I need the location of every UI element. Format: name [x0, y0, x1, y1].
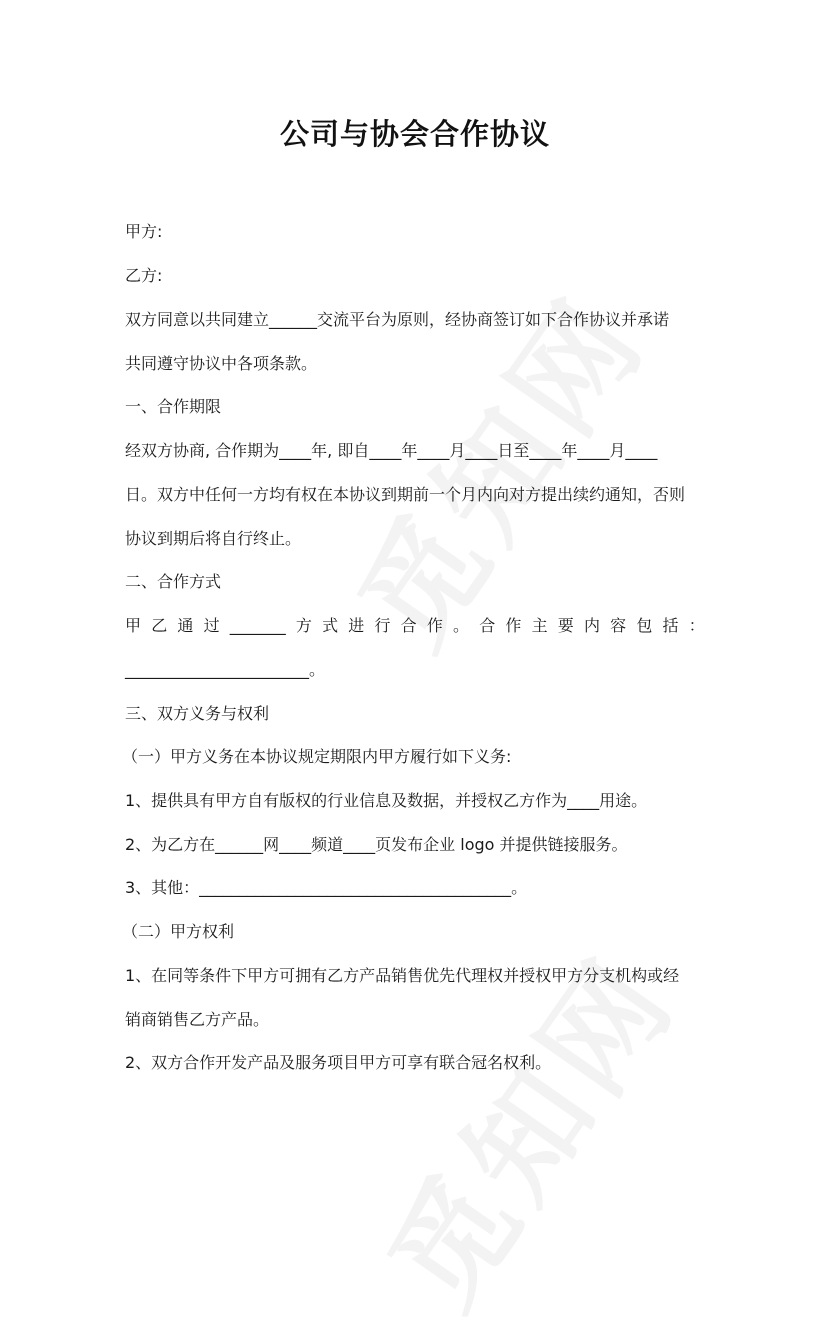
section-heading: 一、合作期限 — [125, 397, 222, 416]
list-item: 1、在同等条件下甲方可拥有乙方产品销售优先代理权并授权甲方分支机构或经 — [125, 966, 680, 985]
text-token: 括 — [662, 616, 679, 635]
text-token: 行 — [374, 616, 391, 635]
text-token: 作 — [426, 616, 443, 635]
text-token: 方 — [295, 616, 312, 635]
text-token: 内 — [583, 616, 600, 635]
text-token: 。 — [453, 616, 470, 635]
subsection-heading: （二）甲方权利 — [122, 922, 235, 941]
list-item: 1、提供具有甲方自有版权的行业信息及数据，并授权乙方作为____用途。 — [125, 791, 648, 810]
text-token: 甲 — [125, 616, 142, 635]
document-title: 公司与协会合作协议 — [279, 117, 550, 151]
section-heading: 二、合作方式 — [125, 572, 222, 591]
text-token: ： — [688, 616, 705, 635]
list-item: 3、其他：_______________________________________。 — [125, 878, 528, 897]
text-token: 式 — [322, 616, 339, 635]
text-token: 进 — [348, 616, 365, 635]
paragraph-line — [125, 615, 705, 637]
text-token: _______ — [229, 616, 286, 635]
text-token: 过 — [203, 616, 220, 635]
text-token: 包 — [636, 616, 653, 635]
intro-paragraph-line: 双方同意以共同建立______交流平台为原则，经协商签订如下合作协议并承诺 — [125, 310, 670, 329]
text-token: 合 — [400, 616, 417, 635]
paragraph-line: 协议到期后将自行终止。 — [125, 529, 302, 548]
intro-paragraph-line: 共同遵守协议中各项条款。 — [125, 354, 318, 373]
subsection-heading: （一）甲方义务在本协议规定期限内甲方履行如下义务: — [122, 747, 512, 766]
list-item: 2、双方合作开发产品及服务项目甲方可享有联合冠名权利。 — [125, 1053, 552, 1072]
section-heading: 三、双方义务与权利 — [125, 704, 270, 723]
text-token: 作 — [505, 616, 522, 635]
text-token: 合 — [479, 616, 496, 635]
text-token: 要 — [557, 616, 574, 635]
paragraph-line: 经双方协商, 合作期为____年, 即自____年____月____日至____年____月____ — [125, 441, 658, 460]
text-token: 容 — [610, 616, 627, 635]
list-item: 2、为乙方在______网____频道____页发布企业 logo 并提供链接服务。 — [125, 835, 628, 854]
text-token: 通 — [177, 616, 194, 635]
text-token: 主 — [531, 616, 548, 635]
paragraph-line: _______________________。 — [125, 660, 326, 679]
party-b-label: 乙方: — [125, 266, 163, 285]
list-item: 销商销售乙方产品。 — [125, 1010, 270, 1029]
party-a-label: 甲方: — [125, 222, 163, 241]
paragraph-line: 日。双方中任何一方均有权在本协议到期前一个月内向对方提出续约通知，否则 — [125, 485, 686, 504]
text-token: 乙 — [151, 616, 168, 635]
